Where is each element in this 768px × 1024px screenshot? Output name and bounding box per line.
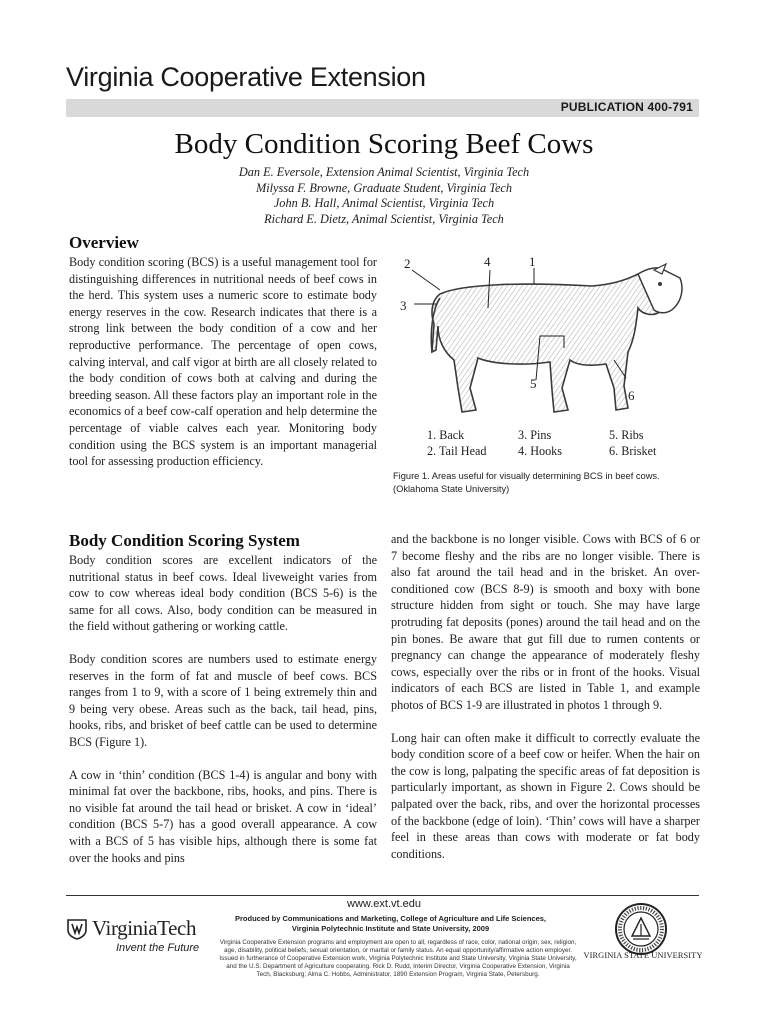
bcs-section-left <box>69 531 377 866</box>
figure-caption: Figure 1. Areas useful for visually determining BCS in beef cows. (Oklahoma State University) <box>393 471 660 494</box>
callout-number: 3 <box>400 298 407 313</box>
bcs-paragraph: A cow in ‘thin’ condition (BCS 1-4) is angular and bony with minimal fat over the backbone, ribs, hooks, and pins. There is no visible fat around the tail head or brisket. A cow in ‘ideal’ condition (BCS 5-7) has a good overall appearance. A cow with a BCS of 5 has visible hips, although there is some fat over the hooks and pins <box>69 767 377 865</box>
footer-produced-by <box>228 914 553 934</box>
legend-item: 1. Back <box>427 428 465 442</box>
bcs-paragraph: Body condition scores are numbers used to estimate energy reserves in the form of fat and muscle of beef cows. BCS ranges from 1 to 9, with a score of 1 being extremely thin and 9 being very obese. Areas such as the back, tail head, pins, hooks, ribs, and brisket of beef cattle can be used to determine BCS (Figure 1). <box>69 651 377 749</box>
footer-legal-text: Virginia Cooperative Extension programs and employment are open to all, regardless of race, color, national origin, sex, religion, age, disability, political beliefs, sexual orientation, or marital or family status. An equal opportunity/affirmative action employer. Issued in furtherance of Cooperative Extension work, Virginia Polytechnic Institute and State University, Virginia State University, and the U.S. Department of Agriculture cooperating. Rick D. Rudd, Interim Director, Virginia Cooperative Extension, Virginia Tech, Blacksburg; Alma C. Hobbs, Administrator, 1890 Extension Program, Virginia State, Petersburg. <box>219 939 577 979</box>
author-line: Dan E. Eversole, Extension Animal Scientist, Virginia Tech <box>238 165 530 179</box>
legend-item: 2. Tail Head <box>427 443 487 458</box>
vt-logo-text: VirginiaTech <box>92 916 197 940</box>
bcs-heading: Body Condition Scoring System <box>69 531 300 550</box>
bcs-paragraph: Body condition scores are excellent indicators of the nutritional status in beef cows. Ideal liveweight varies from cow to cow whereas ideal body condition (BCS 5-6) is the same for all cows. Also, body condition can be measured in the field without gathering or working cattle. <box>69 553 377 634</box>
author-line: John B. Hall, Animal Scientist, Virginia Tech <box>273 196 495 210</box>
legend-item: 6. Brisket <box>609 443 657 458</box>
vsu-name: VIRGINIA STATE UNIVERSITY <box>583 951 703 960</box>
bcs-section-right <box>391 531 700 862</box>
legend-item: 4. Hooks <box>518 443 563 458</box>
callout-number: 4 <box>484 254 491 269</box>
callout-number: 6 <box>628 388 635 403</box>
vsu-seal-icon <box>614 902 668 956</box>
overview-heading: Overview <box>69 233 139 252</box>
legend-item: 5. Ribs <box>609 428 644 442</box>
cow-figure <box>392 248 704 438</box>
callout-number: 1 <box>529 254 536 269</box>
callout-number: 5 <box>530 376 537 391</box>
produced-line: Produced by Communications and Marketing, College of Agriculture and Life Sciences, <box>234 914 547 923</box>
cow-illustration <box>392 248 704 438</box>
figure-legend <box>427 428 697 459</box>
produced-line: Virginia Polytechnic Institute and State University, 2009 <box>291 924 490 933</box>
publication-number: PUBLICATION 400-791 <box>560 100 693 114</box>
pointer-tailhead <box>412 270 440 290</box>
callout-number: 2 <box>404 256 411 271</box>
publication-bar <box>66 99 699 117</box>
bcs-paragraph: Long hair can often make it difficult to correctly evaluate the body condition score of a beef cow or heifer. When the hair on the cow is long, palpating the specific areas of fat deposition is particularly important, as shown in Figure 2. Cows should be palpated over the back, ribs, and over the horizontal processes of the backbone (edge of loin). ‘Thin’ cows will have a sharper feel in these areas than cows with moderate or fat body conditions. <box>391 730 700 861</box>
bcs-paragraph: and the backbone is no longer visible. Cows with BCS of 6 or 7 become fleshy and the ribs are no longer visible. There is also fat around the tail head and in the brisket. An over-conditioned cow (BCS 8-9) is smooth and boxy with bone structure hidden from sight or touch. She may have large protruding fat deposits (pones) around the tail head and on the pin bones. Be aware that gut fill due to rumen contents or pregnancy can change the appearance of moderately fleshy cows, especially over the ribs or in front of the hooks. Visual indicators of each BCS are listed in Table 1, and example photos of BCS 1-9 are illustrated in photos 1 through 9. <box>391 532 700 712</box>
vt-tagline: Invent the Future <box>116 942 200 954</box>
overview-paragraph: Body condition scoring (BCS) is a useful management tool for distinguishing differences in nutritional needs of beef cows in the herd. This system uses a numeric score to estimate body energy reserves in the cow. Research indicates that there is a strong link between the body condition of a cow and her reproductive performance. The percentage of open cows, calving interval, and calf vigor at birth are all closely related to the body condition of cows both at calving and during the breeding season. All these factors play an important role in the economics of a beef cow-calf operation and help determine the percentage of viable calves each year. Monitoring body condition using the BCS system is an important managerial tool for assessing production efficiency. <box>69 255 377 469</box>
overview-section <box>69 233 377 470</box>
document-title: Body Condition Scoring Beef Cows <box>174 128 594 160</box>
author-line: Richard E. Dietz, Animal Scientist, Virginia Tech <box>264 211 504 226</box>
legend-item: 3. Pins <box>518 428 552 442</box>
author-list <box>0 165 768 227</box>
author-line: Milyssa F. Browne, Graduate Student, Virginia Tech <box>255 180 513 195</box>
footer-divider <box>66 895 699 896</box>
vt-shield-icon <box>66 918 88 940</box>
brand-title: Virginia Cooperative Extension <box>66 62 426 92</box>
cow-eye <box>658 282 662 286</box>
footer-url: www.ext.vt.edu <box>347 898 421 910</box>
